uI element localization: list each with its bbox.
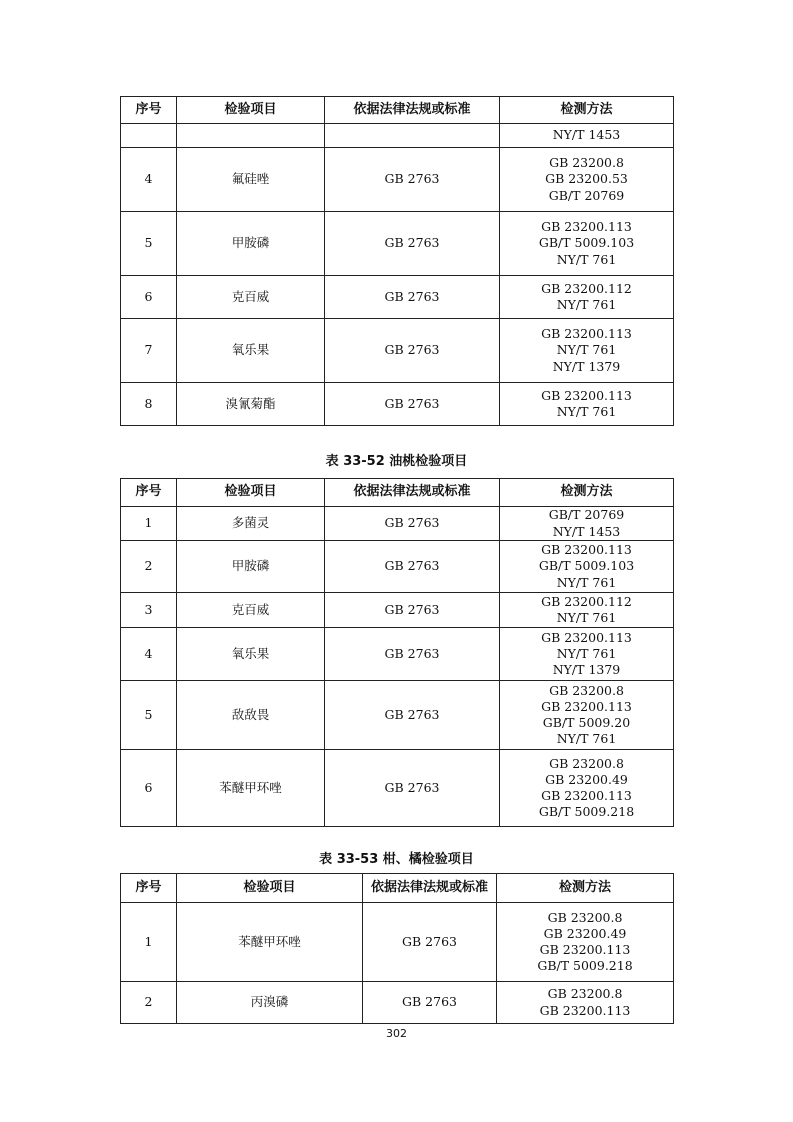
table-row [121, 541, 674, 593]
table-row [121, 507, 674, 541]
header-no: 序号 [121, 874, 177, 903]
cell-basis: GB 2763 [363, 903, 497, 982]
method-standard: NY/T 761 [556, 645, 617, 661]
cell-basis: GB 2763 [363, 982, 497, 1024]
method-standard: GB/T 20769 [548, 507, 625, 523]
method-standard: NY/T 761 [556, 342, 617, 358]
cell-item: 氧乐果 [177, 628, 325, 681]
cell-item: 丙溴磷 [177, 982, 363, 1024]
table-2-caption: 表 33-52 油桃检验项目 [325, 454, 468, 469]
method-standard: GB/T 5009.218 [538, 804, 635, 820]
method-standard: NY/T 761 [556, 731, 617, 747]
method-standard: NY/T 761 [556, 610, 617, 625]
cell-methods [500, 124, 674, 148]
cell-no: 1 [121, 507, 177, 541]
method-standard: GB 23200.49 [545, 771, 628, 787]
cell-no: 8 [121, 383, 177, 426]
cell-item: 敌敌畏 [177, 681, 325, 750]
header-method: 检测方法 [500, 479, 674, 507]
method-standard: NY/T 761 [556, 251, 617, 267]
header-item: 检验项目 [177, 479, 325, 507]
cell-no: 2 [121, 982, 177, 1024]
cell-methods [497, 982, 674, 1024]
cell-no: 1 [121, 903, 177, 982]
method-standard: NY/T 761 [556, 404, 617, 419]
cell-methods [497, 903, 674, 982]
method-standard: GB/T 5009.20 [542, 715, 631, 730]
cell-item: 甲胺磷 [177, 541, 325, 593]
cell-no: 5 [121, 212, 177, 276]
method-standard: GB 23200.8 [547, 986, 623, 1002]
method-standard: NY/T 1379 [552, 358, 621, 374]
method-standard: NY/T 761 [556, 297, 617, 312]
table-row [121, 124, 674, 148]
cell-basis [325, 124, 500, 148]
cell-basis: GB 2763 [325, 541, 500, 593]
method-standard: GB 23200.112 [541, 280, 632, 296]
cell-no: 5 [121, 681, 177, 750]
cell-no: 4 [121, 628, 177, 681]
cell-no: 4 [121, 148, 177, 212]
header-basis: 依据法律法规或标准 [363, 874, 497, 903]
table-1-body [121, 124, 674, 426]
method-standard: NY/T 1379 [552, 662, 621, 678]
cell-no: 6 [121, 276, 177, 319]
table-row [121, 903, 674, 982]
method-standard: GB 23200.113 [541, 326, 632, 342]
header-no: 序号 [121, 479, 177, 507]
cell-item: 溴氰菊酯 [177, 383, 325, 426]
header-method: 检测方法 [500, 97, 674, 124]
cell-basis: GB 2763 [325, 628, 500, 681]
header-basis: 依据法律法规或标准 [325, 479, 500, 507]
table-row [121, 681, 674, 750]
cell-item: 克百威 [177, 276, 325, 319]
method-standard: GB 23200.113 [541, 387, 632, 403]
cell-basis: GB 2763 [325, 212, 500, 276]
method-standard: GB 23200.8 [549, 755, 624, 771]
method-standard: NY/T 1453 [552, 127, 621, 143]
method-standard: GB 23200.8 [549, 155, 624, 171]
table-3 [120, 873, 674, 1024]
header-method: 检测方法 [497, 874, 674, 903]
table-header-row [121, 479, 674, 507]
method-standard: GB 23200.113 [541, 542, 632, 558]
cell-methods [500, 276, 674, 319]
method-standard: GB 23200.113 [539, 1002, 631, 1018]
cell-no: 6 [121, 750, 177, 827]
header-no: 序号 [121, 97, 177, 124]
cell-basis: GB 2763 [325, 148, 500, 212]
cell-no: 3 [121, 593, 177, 628]
cell-item [177, 124, 325, 148]
header-basis: 依据法律法规或标准 [325, 97, 500, 124]
table-3-caption: 表 33-53 柑、橘检验项目 [319, 852, 474, 867]
cell-item: 氟硅唑 [177, 148, 325, 212]
method-standard: GB 23200.113 [541, 788, 632, 803]
header-item: 检验项目 [177, 97, 325, 124]
method-standard: GB 23200.113 [541, 698, 632, 714]
cell-item: 甲胺磷 [177, 212, 325, 276]
cell-item: 多菌灵 [177, 507, 325, 541]
table-header-row [121, 874, 674, 903]
cell-no [121, 124, 177, 148]
page-number: 302 [386, 1027, 407, 1040]
method-standard: GB/T 5009.218 [537, 958, 633, 974]
cell-methods [500, 148, 674, 212]
method-standard: GB/T 20769 [548, 187, 625, 203]
cell-methods [500, 681, 674, 750]
table-header-row [121, 97, 674, 124]
method-standard: NY/T 1453 [552, 523, 621, 539]
header-item: 检验项目 [177, 874, 363, 903]
method-standard: GB 23200.113 [539, 942, 631, 957]
cell-basis: GB 2763 [325, 276, 500, 319]
cell-methods [500, 212, 674, 276]
table-2 [120, 478, 674, 827]
table-row [121, 276, 674, 319]
method-standard: GB 23200.49 [543, 925, 627, 941]
method-standard: GB 23200.113 [541, 629, 632, 645]
cell-methods [500, 383, 674, 426]
cell-item: 克百威 [177, 593, 325, 628]
method-standard: GB 23200.8 [549, 682, 624, 698]
cell-no: 2 [121, 541, 177, 593]
table-2-body [121, 507, 674, 827]
cell-methods [500, 628, 674, 681]
cell-basis: GB 2763 [325, 383, 500, 426]
method-standard: GB 23200.112 [541, 593, 632, 609]
method-standard: GB/T 5009.103 [538, 558, 635, 574]
table-row [121, 319, 674, 383]
table-row [121, 212, 674, 276]
method-standard: GB 23200.8 [547, 909, 623, 925]
cell-basis: GB 2763 [325, 507, 500, 541]
cell-methods [500, 319, 674, 383]
table-row [121, 593, 674, 628]
method-standard: NY/T 761 [556, 574, 617, 590]
cell-methods [500, 750, 674, 827]
cell-basis: GB 2763 [325, 750, 500, 827]
cell-item: 苯醚甲环唑 [177, 903, 363, 982]
cell-methods [500, 541, 674, 593]
method-standard: GB/T 5009.103 [538, 235, 635, 251]
cell-no: 7 [121, 319, 177, 383]
table-3-body [121, 903, 674, 1024]
cell-basis: GB 2763 [325, 681, 500, 750]
cell-methods [500, 593, 674, 628]
cell-item: 氧乐果 [177, 319, 325, 383]
table-row [121, 383, 674, 426]
table-row [121, 750, 674, 827]
cell-methods [500, 507, 674, 541]
cell-basis: GB 2763 [325, 593, 500, 628]
cell-item: 苯醚甲环唑 [177, 750, 325, 827]
method-standard: GB 23200.53 [545, 171, 628, 187]
table-row [121, 982, 674, 1024]
table-row [121, 628, 674, 681]
method-standard: GB 23200.113 [541, 219, 632, 235]
table-row [121, 148, 674, 212]
table-1 [120, 96, 674, 426]
cell-basis: GB 2763 [325, 319, 500, 383]
